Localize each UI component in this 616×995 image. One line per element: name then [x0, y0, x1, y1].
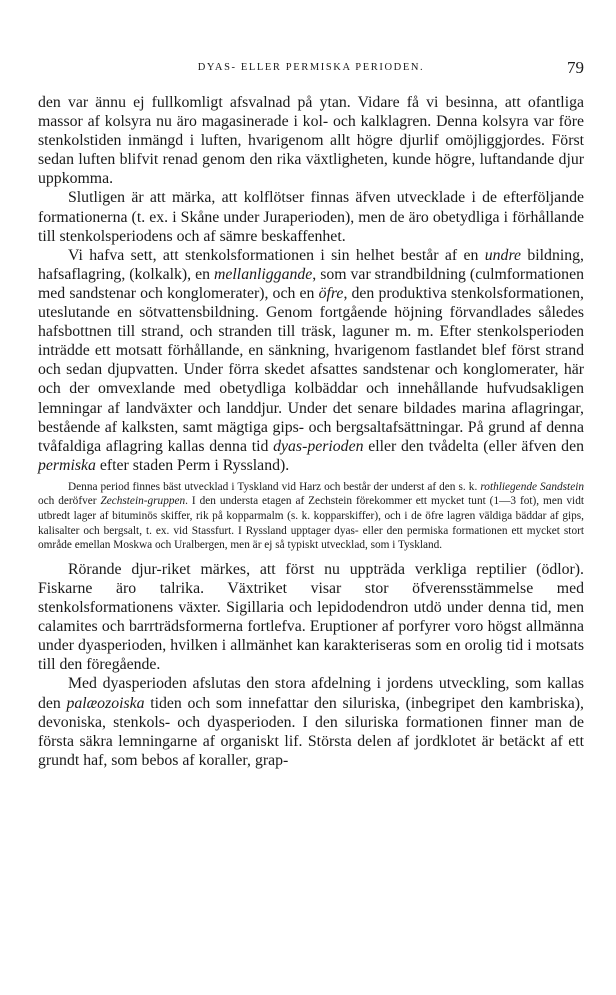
page-body — [38, 93, 584, 770]
text-run: den var ännu ej fullkomligt afsvalnad på ytan. Vidare få vi besinna, att ofantliga massor af kolsyra nu äro magasinerade i kol- och kalklagren. Denna kolsyra var före stenkolstiden inmängd i luften, hvarigenom allt högre djurlif omöjliggjordes. Först sedan luften blifvit renad genom den rika växtligheten, kunde högre, luftandande djur uppkomma. — [38, 94, 584, 188]
text-run: , den produktiva stenkolsformationen, uteslutande en sötvattensbildning. Genom fortgående höjning förvandlades således hafsbottnen till strand, och stranden till träsk, laguner m. m. Efter stenkolsperioden inträdde ett motsatt förhållande, en sänkning, hvarigenom fastlandet blef först strand och sedan djupvatten. Under förra skedet afsattes sandstenar och konglomerater, här och der omvexlande med obetydliga kolbäddar och innehållande hufvudsakligen lemningar af landväxter och landdjur. Under det senare bildades marina aflagringar, bestående af kalksten, samt mägtiga gips- och bergsaltafsättningar. På grund af denna tvåfaldiga aflagring kallas denna tid — [38, 284, 584, 455]
text-run: Med dyasperioden afslutas den stora afdelning i jordens utveckling, som kallas den — [38, 675, 584, 712]
text-run: eller den tvådelta (eller äfven den — [363, 437, 584, 455]
page-number: 79 — [567, 58, 584, 77]
italic-term: mellanliggande — [214, 265, 313, 283]
italic-term: palæozoiska — [66, 694, 145, 712]
text-run: Slutligen är att märka, att kolflötser finnas äfven utvecklade i de efterföljande formationerna (t. ex. i Skåne under Juraperioden), men de äro obetydliga i förhållande till stenkolsperiodens och af sämre beskaffenhet. — [38, 189, 584, 245]
italic-term: öfre — [318, 284, 344, 302]
text-run: bildning, hafsaflagring, (kolkalk), en — [38, 246, 584, 283]
text-run: Denna period finnes bäst utvecklad i Tyskland vid Harz och består der underst af den s. k. — [68, 480, 481, 493]
text-run: och deröfver — [38, 495, 101, 508]
text-run: Rörande djur-riket märkes, att först nu uppträda verkliga reptilier (ödlor). Fiskarne äro talrika. Växtriket visar stor öfverensstämmelse med stenkolsformationens växter. Sigillaria och lepidodendron utdö under denna tid, men calamites och barrträdsformerna fortlefva. Eruptioner af porfyrer voro högst allmänna under dyasperioden, hvilken i allmänhet kan karakteriseras som en orolig tid i motsats till den föregående. — [38, 560, 584, 674]
text-run: tiden och som innefattar den siluriska, (inbegripet den kambriska), devoniska, stenkols- och dyasperioden. I den siluriska formationen finner man de första säkra lemningarne af organiskt lif. Största delen af jordklotet är betäckt af ett grundt haf, som bebos af koraller, grap- — [38, 694, 584, 769]
italic-term: Zechstein-gruppen — [100, 495, 186, 508]
paragraph-4 — [38, 560, 584, 675]
page-header — [38, 58, 584, 82]
running-title: DYAS- ELLER PERMISKA PERIODEN. — [197, 62, 425, 73]
paragraph-3 — [38, 246, 584, 475]
italic-term: permiska — [38, 456, 96, 474]
text-run: efter staden Perm i Ryssland). — [95, 456, 290, 474]
italic-term: rothliegende Sandstein — [480, 480, 584, 493]
footnote-block — [38, 480, 584, 553]
small-print-note — [38, 480, 584, 553]
text-run: Vi hafva sett, att stenkolsformationen i sin helhet består af en — [68, 246, 485, 264]
paragraph-5 — [38, 674, 584, 769]
paragraph-1 — [38, 93, 584, 188]
italic-term: undre — [484, 246, 522, 264]
italic-term: dyas-perioden — [273, 437, 364, 455]
text-run: , som var strandbildning (culmformationen med sandstenar och konglomerater), och en — [38, 265, 584, 302]
paragraph-2 — [38, 188, 584, 245]
text-run: . I den understa etagen af Zechstein förekommer ett mycket tunt (1—3 fot), men vidt utbredt lager af bituminös skiffer, rik på kopparmalm (s. k. kopparskiffer), och i de öfre lagren väldiga bäddar af gips, kalisalter och bergsalt, t. ex. vid Stassfurt. I Ryssland upptager dyas- eller den permiska formationen ett mycket stort område emellan Moskwa och Uralbergen, men är ej så typiskt utvecklad, som i Tyskland. — [38, 495, 584, 552]
